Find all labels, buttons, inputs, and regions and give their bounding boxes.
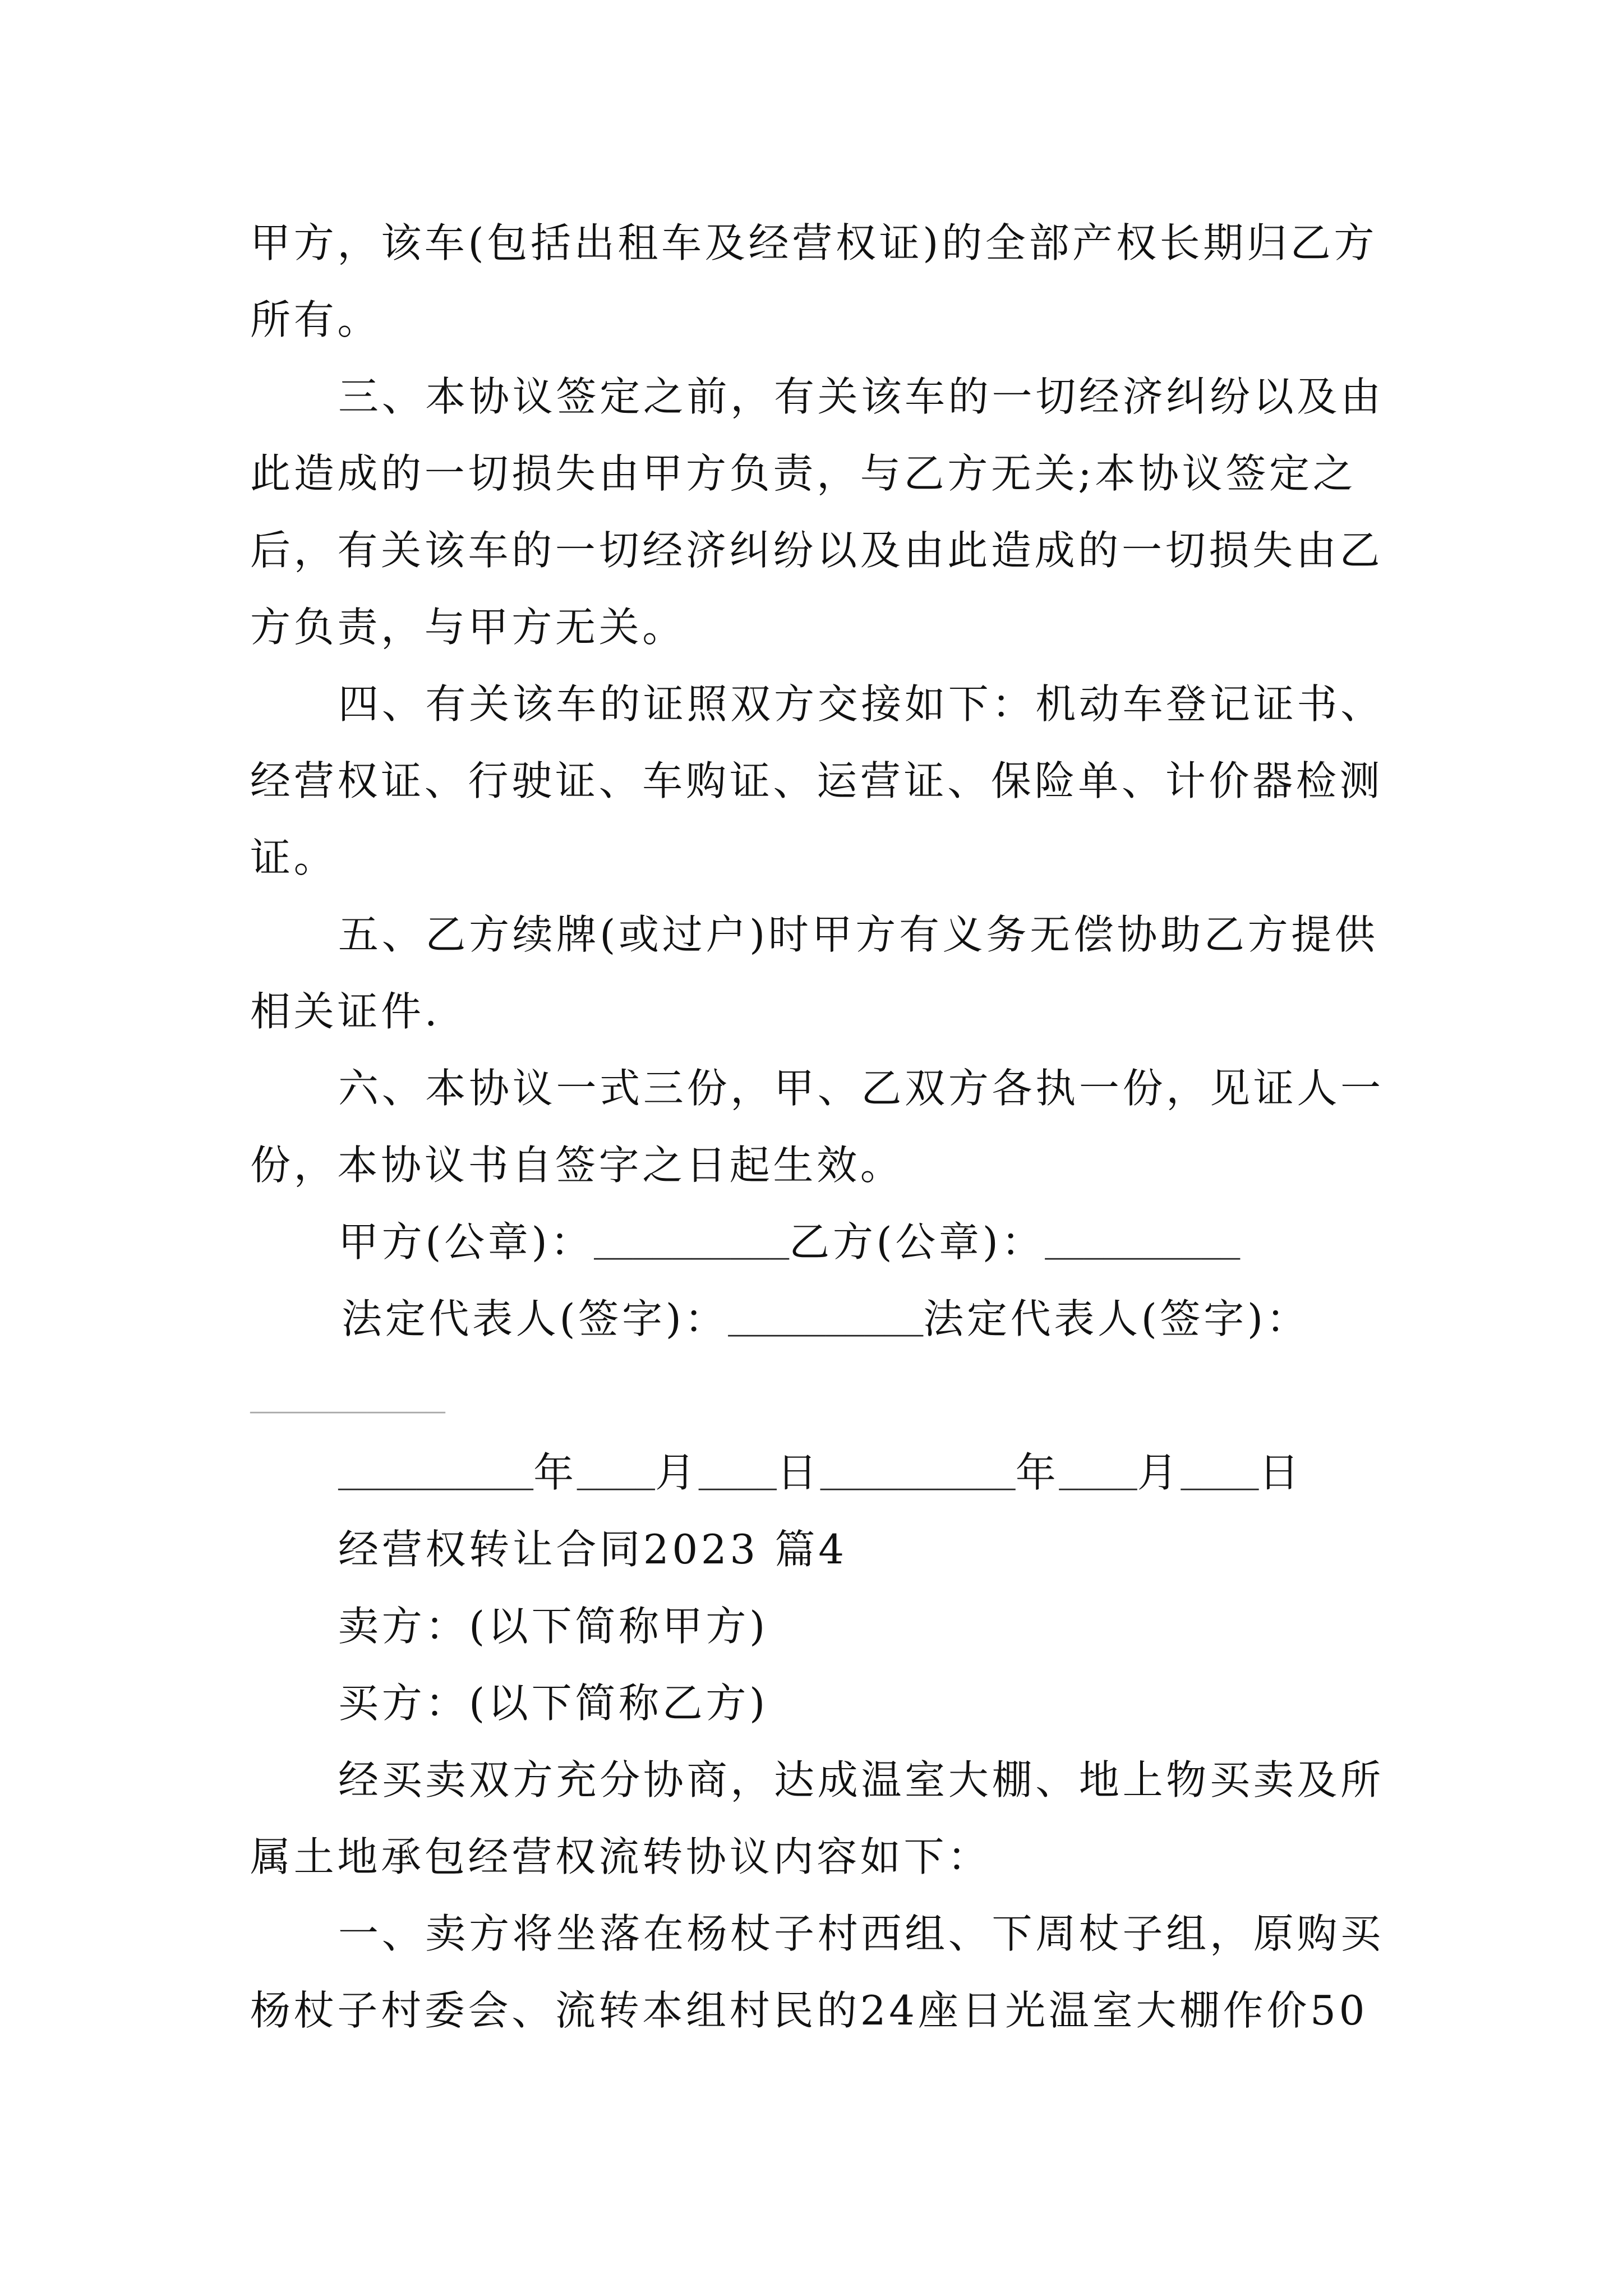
- preamble-line: 经买卖双方充分协商，达成温室大棚、地上物买卖及所: [338, 1756, 1384, 1803]
- seller-line: 卖方：(以下简称甲方): [338, 1603, 768, 1650]
- signature-date-row: [250, 1434, 1623, 1511]
- clause3-line: 方负责，与甲方无关。: [250, 604, 686, 651]
- buyer-line: 买方：(以下简称乙方): [338, 1680, 768, 1727]
- date-b-day-blank: ____: [1181, 1460, 1259, 1497]
- date-a-year-blank: __________: [338, 1460, 534, 1497]
- party-b-rep-label: 法定代表人(签字)：: [923, 1295, 1310, 1342]
- clause5-line: 相关证件.: [250, 988, 441, 1035]
- preamble-line: 属土地承包经营权流转协议内容如下：: [250, 1833, 991, 1880]
- date-b-month-label: 月: [1137, 1449, 1181, 1496]
- representative-signature-row: [250, 1281, 1623, 1358]
- clause4-line: 证。: [250, 834, 338, 881]
- clause6-line: 六、本协议一式三份，甲、乙双方各执一份，见证人一: [338, 1065, 1384, 1112]
- clause3-line: 后，有关该车的一切经济纠纷以及由此造成的一切损失由乙: [250, 527, 1384, 574]
- contract-heading: 经营权转让合同2023 篇4: [338, 1526, 847, 1573]
- date-a-year-label: 年: [533, 1449, 577, 1496]
- date-b-year-label: 年: [1015, 1449, 1059, 1496]
- party-a-seal-label: 甲方(公章)：: [338, 1218, 594, 1266]
- party-a-seal-blank: __________: [594, 1230, 790, 1266]
- party-a-rep-label: 法定代表人(签字)：: [342, 1295, 728, 1342]
- party-b-seal-label: 乙方(公章)：: [789, 1218, 1045, 1266]
- representative-signature-row-wrap: [250, 1358, 1623, 1434]
- date-a-month-blank: ____: [577, 1460, 655, 1497]
- party-b-seal-blank: __________: [1045, 1230, 1241, 1266]
- clause3-line: 三、本协议签定之前，有关该车的一切经济纠纷以及由: [338, 373, 1384, 420]
- date-a-day-blank: ____: [698, 1460, 777, 1497]
- party-b-rep-blank: __________: [250, 1383, 446, 1420]
- clause2-tail-line: 所有。: [250, 296, 381, 343]
- clause1-line: 一、卖方将坐落在杨杖子村西组、下周杖子组，原购买: [338, 1910, 1384, 1957]
- party-a-rep-blank: __________: [728, 1306, 924, 1343]
- date-b-month-blank: ____: [1059, 1460, 1137, 1497]
- date-b-day-label: 日: [1258, 1449, 1303, 1496]
- date-b-year-blank: __________: [820, 1460, 1016, 1497]
- date-a-day-label: 日: [776, 1449, 820, 1496]
- seal-signature-row: [250, 1204, 1623, 1281]
- clause5-line: 五、乙方续牌(或过户)时甲方有义务无偿协助乙方提供: [338, 911, 1378, 958]
- clause1-line: 杨杖子村委会、流转本组村民的24座日光温室大棚作价50: [250, 1987, 1368, 2034]
- clause2-tail-line: 甲方，该车(包括出租车及经营权证)的全部产权长期归乙方: [250, 219, 1378, 266]
- clause4-line: 经营权证、行驶证、车购证、运营证、保险单、计价器检测: [250, 757, 1384, 804]
- clause6-line: 份，本协议书自签字之日起生效。: [250, 1142, 904, 1189]
- date-a-month-label: 月: [655, 1449, 699, 1496]
- clause3-line: 此造成的一切损失由甲方负责，与乙方无关;本协议签定之: [250, 450, 1357, 497]
- clause4-line: 四、有关该车的证照双方交接如下：机动车登记证书、: [338, 680, 1384, 728]
